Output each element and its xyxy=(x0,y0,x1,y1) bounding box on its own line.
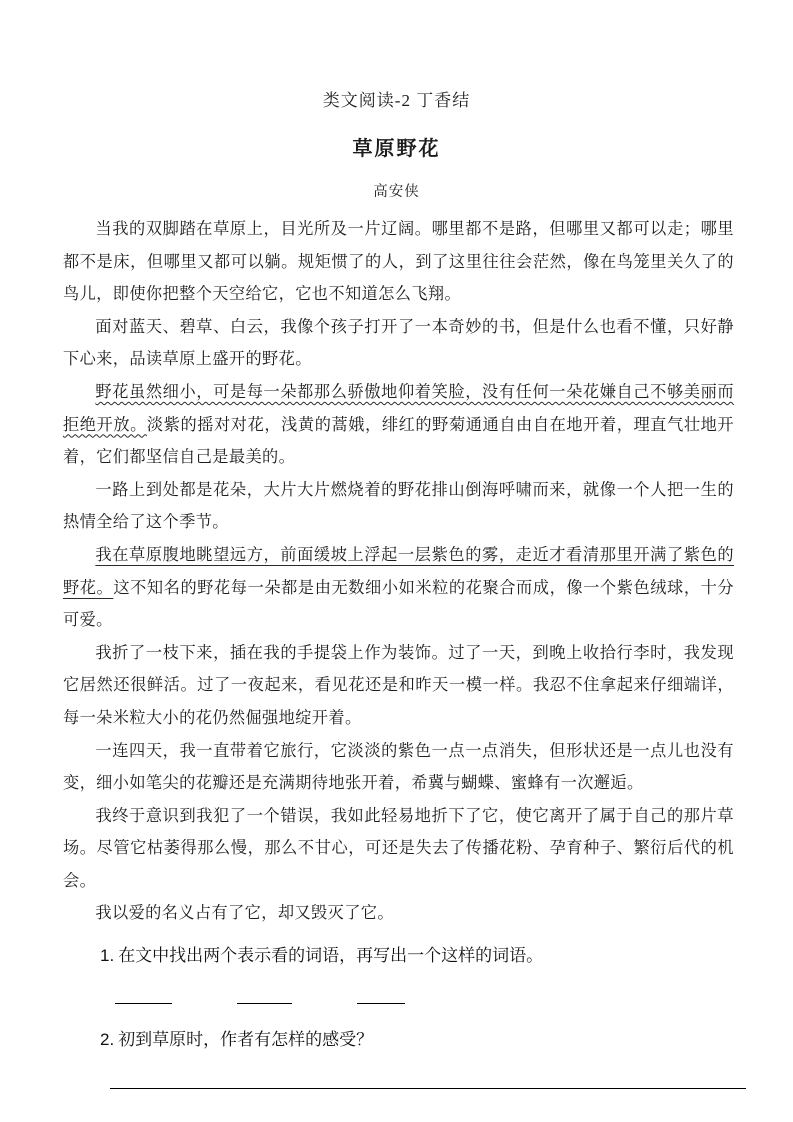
underlined-passage: 野花虽然细小，可是每一朵都那么骄傲地仰着笑脸，没有任何一朵花嫌自己不够美丽而拒绝开放。 xyxy=(63,382,734,434)
text-segment: 我以爱的名义占有了它，却又毁灭了它。 xyxy=(95,904,394,923)
answer-line xyxy=(110,1086,746,1089)
question-1 xyxy=(100,944,733,968)
question-1-text: 在文中找出两个表示看的词语，再写出一个这样的词语。 xyxy=(118,946,544,966)
article-paragraph xyxy=(63,213,734,311)
article-paragraph xyxy=(63,897,734,930)
article-paragraph xyxy=(63,311,734,376)
question-1-number: 1. xyxy=(100,946,115,966)
question-2-number: 2. xyxy=(100,1030,115,1050)
answer-blank-2 xyxy=(237,1000,292,1004)
answer-blank-3 xyxy=(357,1000,405,1004)
question-2 xyxy=(100,1028,733,1052)
answer-blanks-row xyxy=(115,1000,793,1004)
underlined-passage: 我在草原腹地眺望远方，前面缓坡上浮起一层紫色的雾，走近才看清那里开满了紫色的野花。 xyxy=(63,545,734,597)
text-segment: 一路上到处都是花朵，大片大片燃烧着的野花排山倒海呼啸而来，就像一个人把一生的热情全给了这个季节。 xyxy=(63,480,734,532)
article-paragraph xyxy=(63,376,734,474)
answer-blank-1 xyxy=(115,1000,172,1004)
text-segment: 当我的双脚踏在草原上，目光所及一片辽阔。哪里都不是路，但哪里又都可以走；哪里都不是床，但哪里又都可以躺。规矩惯了的人，到了这里往往会茫然，像在鸟笼里关久了的鸟儿，即使你把整个天空给它，它也不知道怎么飞翔。 xyxy=(63,220,734,304)
question-2-text: 初到草原时，作者有怎样的感受？ xyxy=(118,1030,374,1050)
article-title: 草原野花 xyxy=(352,138,441,160)
text-segment: 面对蓝天、碧草、白云，我像个孩子打开了一本奇妙的书，但是什么也看不懂，只好静下心来，品读草原上盛开的野花。 xyxy=(63,317,734,369)
article-paragraph xyxy=(63,735,734,800)
text-segment: 淡紫的摇对对花，浅黄的蒿娥，绯红的野菊通通自由自在地开着，理直气壮地开着，它们都坚信自己是最美的。 xyxy=(63,415,735,467)
article-paragraph xyxy=(63,539,734,637)
article-author: 高安侠 xyxy=(373,184,420,200)
text-segment: 我终于意识到我犯了一个错误，我如此轻易地折下了它，使它离开了属于自己的那片草场。尽管它枯萎得那么慢，那么不甘心，可还是失去了传播花粉、孕育种子、繁衍后代的机会。 xyxy=(63,806,734,890)
article-paragraph xyxy=(63,800,734,898)
text-segment: 这不知名的野花每一朵都是由无数细小如米粒的花聚合而成，像一个紫色绒球，十分可爱。 xyxy=(63,578,734,630)
article-body xyxy=(63,213,734,930)
lesson-title: 类文阅读-2 丁香结 xyxy=(322,91,471,110)
article-paragraph xyxy=(63,474,734,539)
text-segment: 我折了一枝下来，插在我的手提袋上作为装饰。过了一天，到晚上收拾行李时，我发现它居然还很鲜活。过了一夜起来，看见花还是和昨天一模一样。我忍不住拿起来仔细端详，每一朵米粒大小的花仍然倔强地绽开着。 xyxy=(63,643,734,727)
article-paragraph xyxy=(63,637,734,735)
text-segment: 一连四天，我一直带着它旅行，它淡淡的紫色一点一点消失，但形状还是一点儿也没有变，细小如笔尖的花瓣还是充满期待地张开着，希冀与蝴蝶、蜜蜂有一次邂逅。 xyxy=(63,741,734,793)
